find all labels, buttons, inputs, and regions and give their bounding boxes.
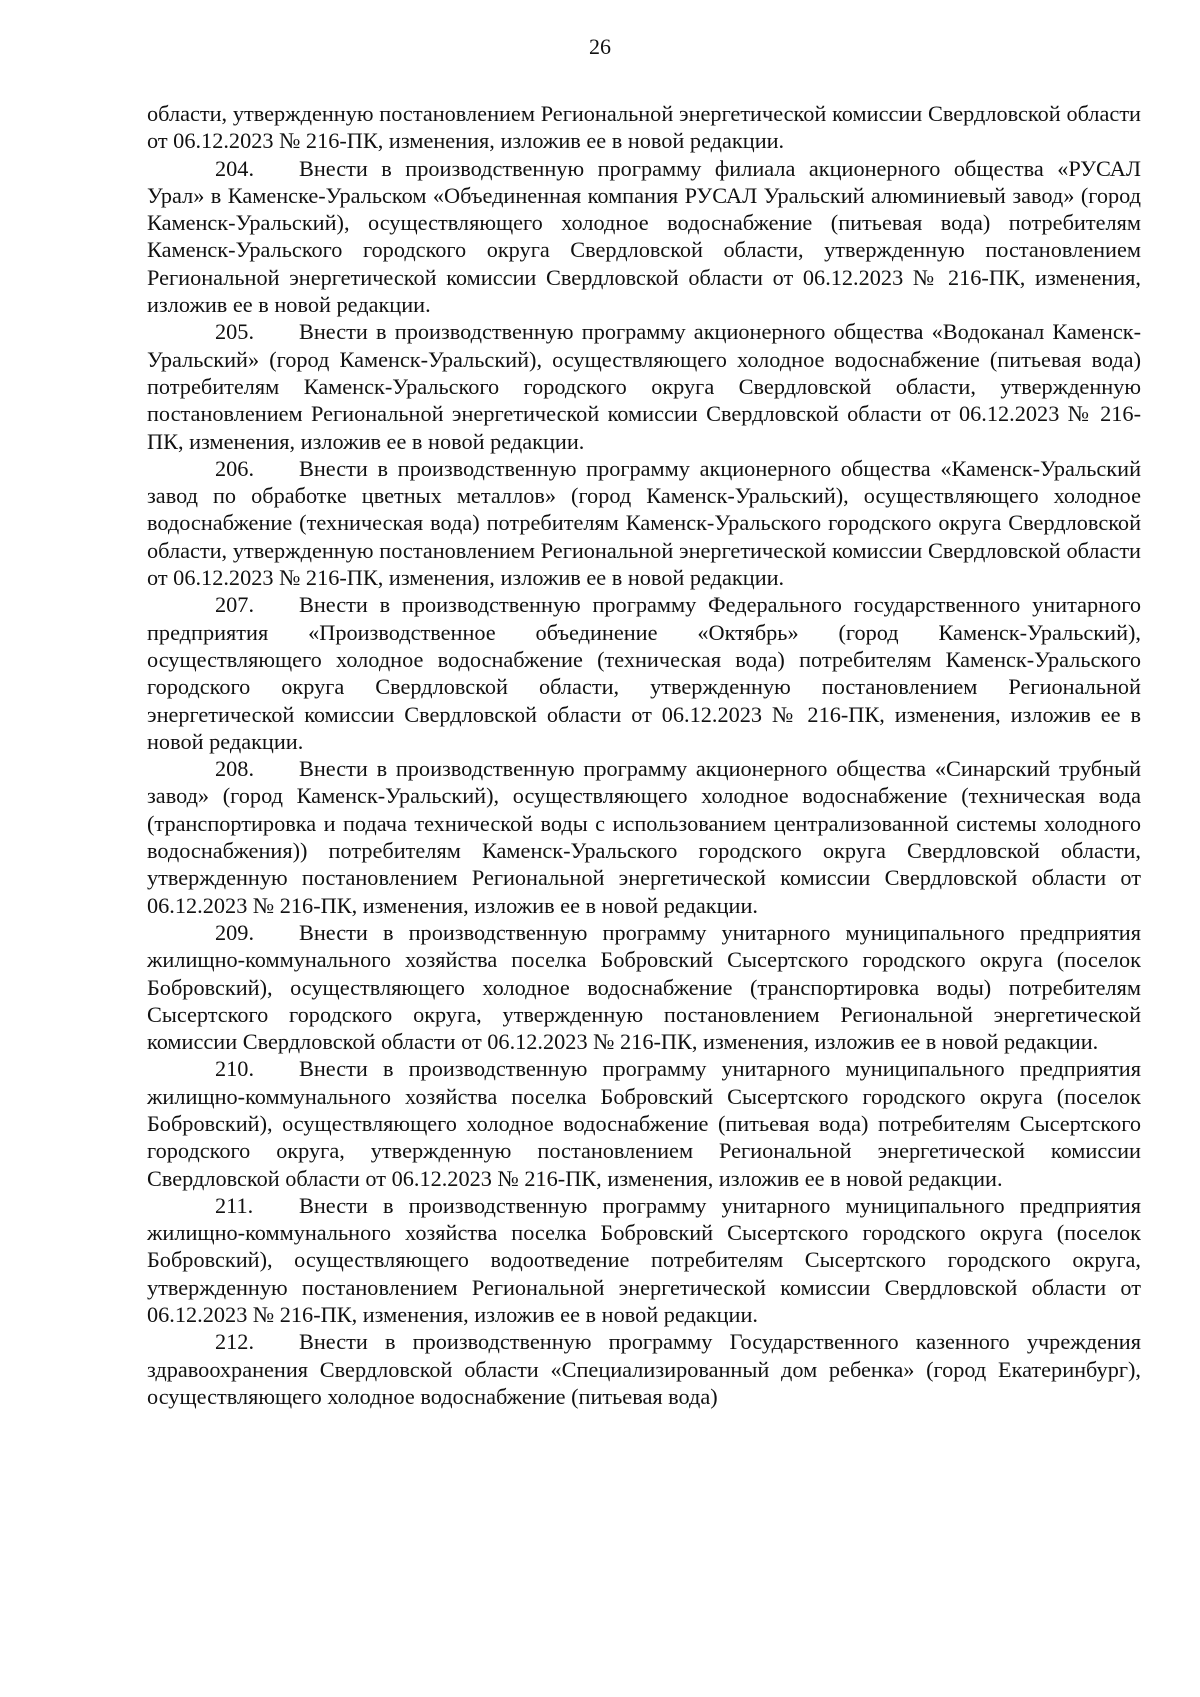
- list-item-206: [147, 455, 1141, 591]
- item-text: Внести в производственную программу акционерного общества «Каменск-Уральский завод по обработке цветных металлов» (город Каменск-Уральский), осуществляющего холодное водоснабжение (техническая вода) потребителям Каменск-Уральского городского округа Свердловской области, утвержденную постановлением Региональной энергетической комиссии Свердловской области от 06.12.2023 № 216-ПК, изменения, изложив ее в новой редакции.: [147, 455, 1141, 591]
- list-item-204: [147, 155, 1141, 319]
- item-number: 209.: [215, 919, 255, 945]
- item-text: Внести в производственную программу Государственного казенного учреждения здравоохранения Свердловской области «Специализированный дом ребенка» (город Екатеринбург), осуществляющего холодное водоснабжение (питьевая вода): [147, 1329, 1141, 1409]
- item-text: Внести в производственную программу акционерного общества «Водоканал Каменск-Уральский» (город Каменск-Уральский), осуществляющего холодное водоснабжение (питьевая вода) потребителям Каменск-Уральского городского округа Свердловской области, утвержденную постановлением Региональной энергетической комиссии Свердловской области от 06.12.2023 № 216-ПК, изменения, изложив ее в новой редакции.: [147, 319, 1141, 454]
- item-number: 207.: [215, 592, 255, 618]
- item-text: Внести в производственную программу Федерального государственного унитарного предприятия «Производственное объединение «Октябрь» (город Каменск-Уральский), осуществляющего холодное водоснабжение (техническая вода) потребителям Каменск-Уральского городского округа Свердловской области, утвержденную постановлением Региональной энергетической комиссии Свердловской области от 06.12.2023 № 216-ПК, изменения, изложив ее в новой редакции.: [147, 592, 1141, 754]
- item-text: Внести в производственную программу филиала акционерного общества «РУСАЛ Урал» в Каменске-Уральском «Объединенная компания РУСАЛ Уральский алюминиевый завод» (город Каменск-Уральский), осуществляющего холодное водоснабжение (питьевая вода) потребителям Каменск-Уральского городского округа Свердловской области, утвержденную постановлением Региональной энергетической комиссии Свердловской области от 06.12.2023 № 216-ПК, изменения, изложив ее в новой редакции.: [147, 155, 1141, 318]
- item-number: 206.: [215, 455, 255, 481]
- item-text: Внести в производственную программу унитарного муниципального предприятия жилищно-коммунального хозяйства поселка Бобровский Сысертского городского округа (поселок Бобровский), осуществляющего холодное водоснабжение (транспортировка воды) потребителям Сысертского городского округа, утвержденную постановлением Региональной энергетической комиссии Свердловской области от 06.12.2023 № 216-ПК, изменения, изложив ее в новой редакции.: [147, 919, 1141, 1055]
- item-number: 212.: [215, 1329, 255, 1355]
- item-number: 208.: [215, 756, 255, 782]
- lead-paragraph: области, утвержденную постановлением Региональной энергетической комиссии Свердловской области от 06.12.2023 № 216-ПК, изменения, изложив ее в новой редакции.: [147, 101, 1141, 154]
- list-item-207: [147, 591, 1141, 755]
- document-body: [147, 100, 1141, 1410]
- item-number: 205.: [215, 319, 255, 345]
- list-item-212: [147, 1328, 1141, 1410]
- item-number: 211.: [215, 1192, 254, 1218]
- list-item-210: [147, 1055, 1141, 1191]
- list-item-208: [147, 755, 1141, 919]
- list-item-205: [147, 318, 1141, 454]
- item-text: Внести в производственную программу унитарного муниципального предприятия жилищно-коммунального хозяйства поселка Бобровский Сысертского городского округа (поселок Бобровский), осуществляющего водоотведение потребителям Сысертского городского округа, утвержденную постановлением Региональной энергетической комиссии Свердловской области от 06.12.2023 № 216-ПК, изменения, изложив ее в новой редакции.: [147, 1192, 1141, 1328]
- item-text: Внести в производственную программу унитарного муниципального предприятия жилищно-коммунального хозяйства поселка Бобровский Сысертского городского округа (поселок Бобровский), осуществляющего холодное водоснабжение (питьевая вода) потребителям Сысертского городского округа, утвержденную постановлением Региональной энергетической комиссии Свердловской области от 06.12.2023 № 216-ПК, изменения, изложив ее в новой редакции.: [147, 1056, 1141, 1191]
- item-number: 204.: [215, 155, 255, 181]
- list-item-209: [147, 919, 1141, 1055]
- item-text: Внести в производственную программу акционерного общества «Синарский трубный завод» (город Каменск-Уральский), осуществляющего холодное водоснабжение (техническая вода (транспортировка и подача технической воды с использованием централизованной системы холодного водоснабжения)) потребителям Каменск-Уральского городского округа Свердловской области, утвержденную постановлением Региональной энергетической комиссии Свердловской области от 06.12.2023 № 216-ПК, изменения, изложив ее в новой редакции.: [147, 756, 1141, 918]
- list-item-211: [147, 1192, 1141, 1328]
- page-number: 26: [589, 34, 611, 59]
- item-number: 210.: [215, 1056, 255, 1082]
